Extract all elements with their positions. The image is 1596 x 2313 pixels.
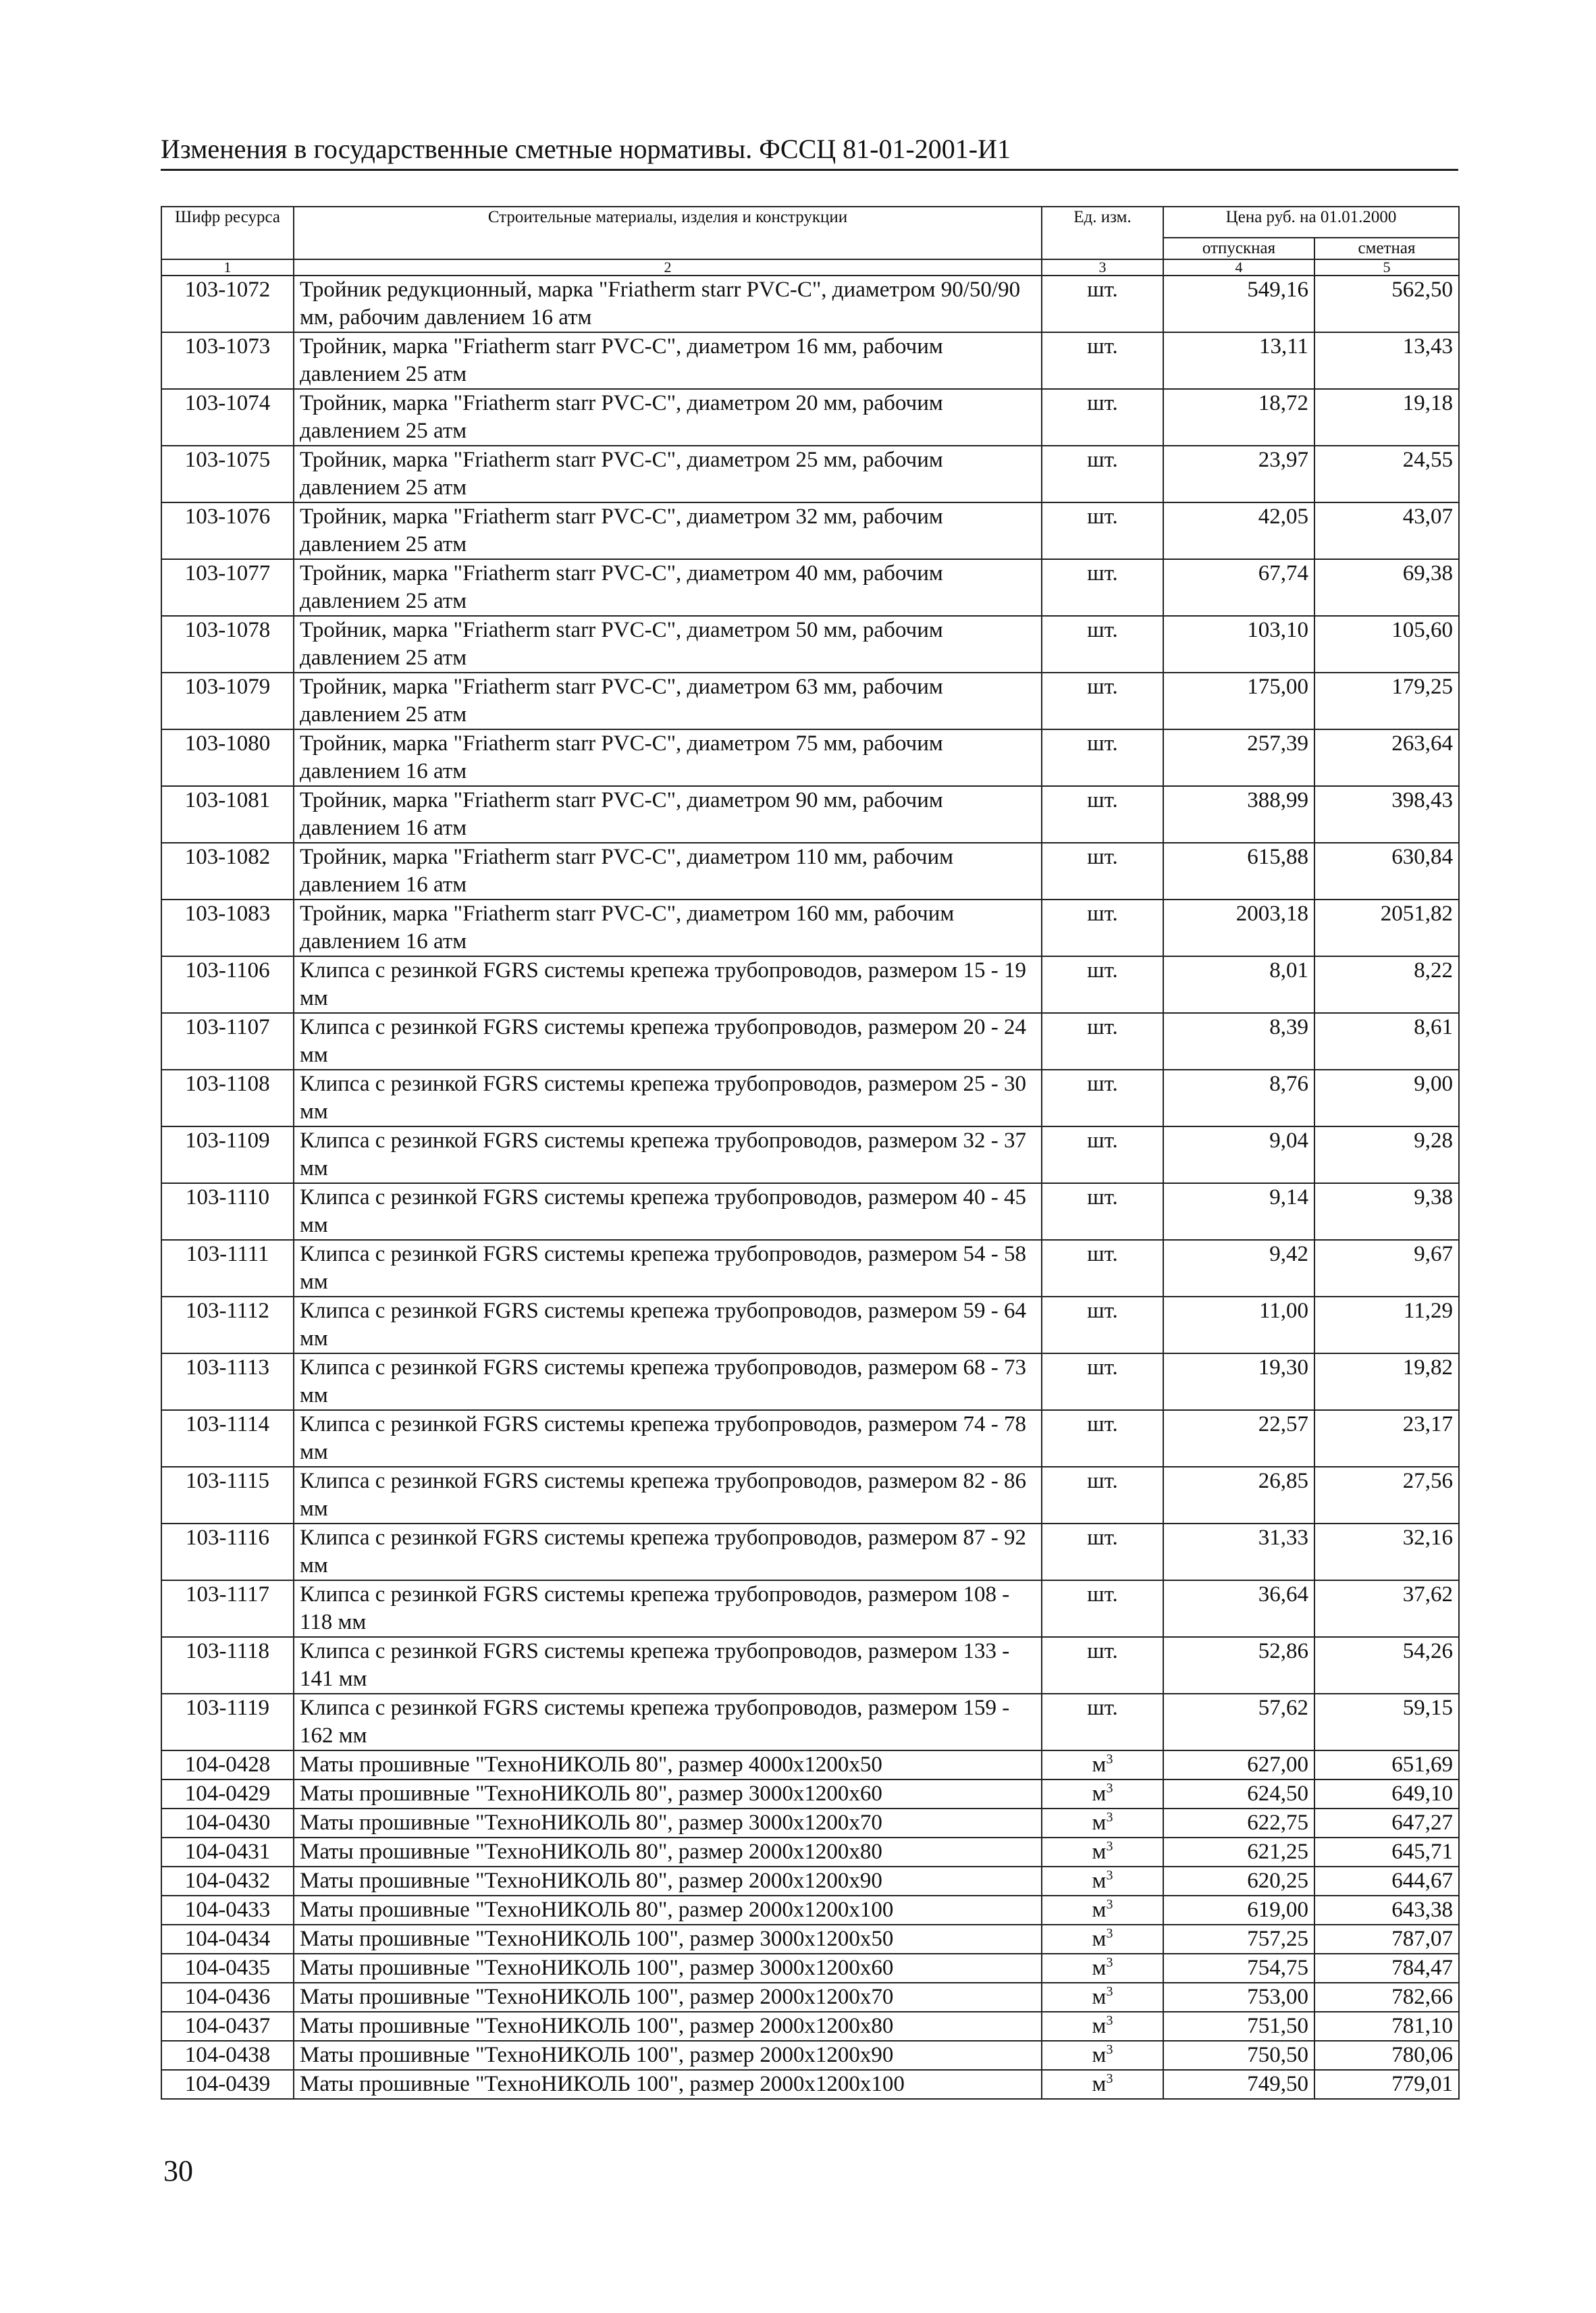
name-cell: Маты прошивные "ТехноНИКОЛЬ 80", размер 2000х1200х100 [294, 1896, 1042, 1925]
unit-cell: шт. [1042, 843, 1163, 900]
unit-cell: $м^3$ [1042, 1779, 1163, 1809]
name-cell: Маты прошивные "ТехноНИКОЛЬ 80", размер 2000х1200х80 [294, 1838, 1042, 1867]
unit-superscript: 3 [1106, 2013, 1113, 2028]
estimate-price-cell: 19,82 [1314, 1353, 1459, 1410]
release-price-cell: 620,25 [1163, 1867, 1314, 1896]
unit-superscript: 3 [1106, 1926, 1113, 1941]
release-price-cell: 18,72 [1163, 389, 1314, 446]
code-cell: 103-1076 [161, 502, 294, 559]
name-cell: Тройник, марка "Friatherm starr PVC-C", диаметром 16 мм, рабочим давлением 25 атм [294, 332, 1042, 389]
unit-cell: шт. [1042, 900, 1163, 956]
unit-superscript: 3 [1106, 2071, 1113, 2086]
code-cell: 103-1077 [161, 559, 294, 616]
estimate-price-cell: 37,62 [1314, 1580, 1459, 1637]
unit-cell: шт. [1042, 1070, 1163, 1126]
unit-cell: шт. [1042, 1240, 1163, 1297]
unit-cell: $м^3$ [1042, 2070, 1163, 2099]
release-price-cell: 757,25 [1163, 1925, 1314, 1954]
code-cell: 104-0430 [161, 1809, 294, 1838]
unit-cell: шт. [1042, 502, 1163, 559]
name-cell: Маты прошивные "ТехноНИКОЛЬ 100", размер 3000х1200х60 [294, 1954, 1042, 1983]
table-row [161, 1896, 1459, 1925]
estimate-price-cell: 630,84 [1314, 843, 1459, 900]
release-price-cell: 549,16 [1163, 276, 1314, 332]
name-cell: Клипса с резинкой FGRS системы крепежа трубопроводов, размером 82 - 86 мм [294, 1467, 1042, 1524]
unit-cell: шт. [1042, 729, 1163, 786]
table-row [161, 673, 1459, 729]
release-price-cell: 26,85 [1163, 1467, 1314, 1524]
table-row [161, 1126, 1459, 1183]
table-row [161, 1954, 1459, 1983]
unit-superscript: 3 [1106, 1839, 1113, 1854]
name-cell: Маты прошивные "ТехноНИКОЛЬ 80", размер 3000х1200х70 [294, 1809, 1042, 1838]
estimate-price-cell: 562,50 [1314, 276, 1459, 332]
price-table [161, 206, 1460, 2100]
release-price-cell: 627,00 [1163, 1750, 1314, 1779]
column-number: 4 [1163, 259, 1314, 276]
name-cell: Тройник, марка "Friatherm starr PVC-C", диаметром 75 мм, рабочим давлением 16 атм [294, 729, 1042, 786]
release-price-cell: 621,25 [1163, 1838, 1314, 1867]
table-row [161, 729, 1459, 786]
unit-cell: шт. [1042, 446, 1163, 502]
table-row [161, 1694, 1459, 1750]
name-cell: Клипса с резинкой FGRS системы крепежа трубопроводов, размером 15 - 19 мм [294, 956, 1042, 1013]
unit-cell: шт. [1042, 956, 1163, 1013]
name-cell: Маты прошивные "ТехноНИКОЛЬ 100", размер 3000х1200х50 [294, 1925, 1042, 1954]
estimate-price-cell: 651,69 [1314, 1750, 1459, 1779]
code-cell: 103-1083 [161, 900, 294, 956]
name-cell: Клипса с резинкой FGRS системы крепежа трубопроводов, размером 87 - 92 мм [294, 1524, 1042, 1580]
estimate-price-cell: 9,38 [1314, 1183, 1459, 1240]
release-price-cell: 751,50 [1163, 2012, 1314, 2041]
estimate-price-cell: 649,10 [1314, 1779, 1459, 1809]
table-row [161, 1183, 1459, 1240]
code-cell: 103-1082 [161, 843, 294, 900]
estimate-price-cell: 782,66 [1314, 1983, 1459, 2012]
unit-cell: шт. [1042, 616, 1163, 673]
code-cell: 103-1073 [161, 332, 294, 389]
estimate-price-cell: 69,38 [1314, 559, 1459, 616]
estimate-price-cell: 27,56 [1314, 1467, 1459, 1524]
estimate-price-cell: 32,16 [1314, 1524, 1459, 1580]
column-header-name: Строительные материалы, изделия и конструкции [294, 207, 1042, 259]
code-cell: 103-1109 [161, 1126, 294, 1183]
code-cell: 103-1110 [161, 1183, 294, 1240]
code-cell: 103-1112 [161, 1297, 294, 1353]
table-row [161, 1983, 1459, 2012]
table-row [161, 446, 1459, 502]
name-cell: Тройник, марка "Friatherm starr PVC-C", диаметром 20 мм, рабочим давлением 25 атм [294, 389, 1042, 446]
code-cell: 103-1113 [161, 1353, 294, 1410]
unit-cell: шт. [1042, 1353, 1163, 1410]
table-row [161, 1580, 1459, 1637]
column-header-price: Цена руб. на 01.01.2000 [1163, 207, 1459, 238]
name-cell: Клипса с резинкой FGRS системы крепежа трубопроводов, размером 20 - 24 мм [294, 1013, 1042, 1070]
code-cell: 103-1106 [161, 956, 294, 1013]
estimate-price-cell: 644,67 [1314, 1867, 1459, 1896]
release-price-cell: 19,30 [1163, 1353, 1314, 1410]
name-cell: Маты прошивные "ТехноНИКОЛЬ 80", размер 4000х1200х50 [294, 1750, 1042, 1779]
code-cell: 103-1078 [161, 616, 294, 673]
name-cell: Тройник, марка "Friatherm starr PVC-C", диаметром 25 мм, рабочим давлением 25 атм [294, 446, 1042, 502]
estimate-price-cell: 24,55 [1314, 446, 1459, 502]
code-cell: 104-0436 [161, 1983, 294, 2012]
estimate-price-cell: 398,43 [1314, 786, 1459, 843]
estimate-price-cell: 43,07 [1314, 502, 1459, 559]
release-price-cell: 8,39 [1163, 1013, 1314, 1070]
page-header: Изменения в государственные сметные нормативы. ФССЦ 81-01-2001-И1 [161, 132, 1458, 171]
code-cell: 103-1107 [161, 1013, 294, 1070]
code-cell: 104-0437 [161, 2012, 294, 2041]
estimate-price-cell: 105,60 [1314, 616, 1459, 673]
release-price-cell: 57,62 [1163, 1694, 1314, 1750]
table-row [161, 1925, 1459, 1954]
table-row [161, 1838, 1459, 1867]
unit-cell: $м^3$ [1042, 1867, 1163, 1896]
unit-cell: шт. [1042, 1580, 1163, 1637]
name-cell: Тройник, марка "Friatherm starr PVC-C", диаметром 63 мм, рабочим давлением 25 атм [294, 673, 1042, 729]
code-cell: 103-1075 [161, 446, 294, 502]
code-cell: 103-1080 [161, 729, 294, 786]
table-row [161, 1070, 1459, 1126]
estimate-price-cell: 645,71 [1314, 1838, 1459, 1867]
table-row [161, 559, 1459, 616]
release-price-cell: 22,57 [1163, 1410, 1314, 1467]
page-number: 30 [163, 2154, 193, 2187]
table-body [161, 276, 1459, 2099]
estimate-price-cell: 9,67 [1314, 1240, 1459, 1297]
code-cell: 103-1119 [161, 1694, 294, 1750]
unit-cell: шт. [1042, 786, 1163, 843]
code-cell: 103-1115 [161, 1467, 294, 1524]
code-cell: 103-1074 [161, 389, 294, 446]
code-cell: 104-0434 [161, 1925, 294, 1954]
unit-superscript: 3 [1106, 1955, 1113, 1970]
unit-superscript: 3 [1106, 1868, 1113, 1883]
unit-cell: шт. [1042, 559, 1163, 616]
code-cell: 103-1114 [161, 1410, 294, 1467]
name-cell: Тройник, марка "Friatherm starr PVC-C", диаметром 90 мм, рабочим давлением 16 атм [294, 786, 1042, 843]
name-cell: Тройник, марка "Friatherm starr PVC-C", диаметром 50 мм, рабочим давлением 25 атм [294, 616, 1042, 673]
unit-cell: $м^3$ [1042, 2012, 1163, 2041]
estimate-price-cell: 781,10 [1314, 2012, 1459, 2041]
unit-cell: $м^3$ [1042, 1838, 1163, 1867]
estimate-price-cell: 263,64 [1314, 729, 1459, 786]
code-cell: 103-1117 [161, 1580, 294, 1637]
estimate-price-cell: 19,18 [1314, 389, 1459, 446]
table-row [161, 1867, 1459, 1896]
name-cell: Тройник, марка "Friatherm starr PVC-C", диаметром 160 мм, рабочим давлением 16 атм [294, 900, 1042, 956]
unit-cell: $м^3$ [1042, 2041, 1163, 2070]
column-header-release: отпускная [1163, 238, 1314, 259]
release-price-cell: 622,75 [1163, 1809, 1314, 1838]
code-cell: 104-0431 [161, 1838, 294, 1867]
estimate-price-cell: 8,61 [1314, 1013, 1459, 1070]
column-header-code: Шифр ресурса [161, 207, 294, 259]
table-row [161, 1297, 1459, 1353]
table-row [161, 2041, 1459, 2070]
release-price-cell: 2003,18 [1163, 900, 1314, 956]
table-row [161, 332, 1459, 389]
estimate-price-cell: 8,22 [1314, 956, 1459, 1013]
release-price-cell: 11,00 [1163, 1297, 1314, 1353]
table-row [161, 1750, 1459, 1779]
unit-cell: шт. [1042, 1637, 1163, 1694]
table-row [161, 1240, 1459, 1297]
unit-cell: $м^3$ [1042, 1750, 1163, 1779]
unit-superscript: 3 [1106, 1781, 1113, 1796]
table-row [161, 900, 1459, 956]
table-row [161, 843, 1459, 900]
release-price-cell: 624,50 [1163, 1779, 1314, 1809]
unit-superscript: 3 [1106, 1752, 1113, 1767]
unit-cell: $м^3$ [1042, 1983, 1163, 2012]
table-row [161, 1809, 1459, 1838]
estimate-price-cell: 2051,82 [1314, 900, 1459, 956]
unit-cell: $м^3$ [1042, 1809, 1163, 1838]
name-cell: Маты прошивные "ТехноНИКОЛЬ 100", размер 2000х1200х70 [294, 1983, 1042, 2012]
name-cell: Маты прошивные "ТехноНИКОЛЬ 100", размер 2000х1200х100 [294, 2070, 1042, 2099]
estimate-price-cell: 59,15 [1314, 1694, 1459, 1750]
estimate-price-cell: 784,47 [1314, 1954, 1459, 1983]
release-price-cell: 36,64 [1163, 1580, 1314, 1637]
unit-superscript: 3 [1106, 1810, 1113, 1825]
table-row [161, 1410, 1459, 1467]
column-number: 2 [294, 259, 1042, 276]
table-row [161, 1013, 1459, 1070]
name-cell: Тройник, марка "Friatherm starr PVC-C", диаметром 40 мм, рабочим давлением 25 атм [294, 559, 1042, 616]
release-price-cell: 175,00 [1163, 673, 1314, 729]
name-cell: Тройник, марка "Friatherm starr PVC-C", диаметром 110 мм, рабочим давлением 16 атм [294, 843, 1042, 900]
table-row [161, 786, 1459, 843]
code-cell: 104-0438 [161, 2041, 294, 2070]
column-header-unit: Ед. изм. [1042, 207, 1163, 259]
table-row [161, 616, 1459, 673]
code-cell: 104-0433 [161, 1896, 294, 1925]
code-cell: 103-1108 [161, 1070, 294, 1126]
estimate-price-cell: 54,26 [1314, 1637, 1459, 1694]
name-cell: Клипса с резинкой FGRS системы крепежа трубопроводов, размером 68 - 73 мм [294, 1353, 1042, 1410]
estimate-price-cell: 780,06 [1314, 2041, 1459, 2070]
release-price-cell: 31,33 [1163, 1524, 1314, 1580]
release-price-cell: 13,11 [1163, 332, 1314, 389]
release-price-cell: 8,01 [1163, 956, 1314, 1013]
unit-cell: шт. [1042, 332, 1163, 389]
release-price-cell: 619,00 [1163, 1896, 1314, 1925]
unit-cell: шт. [1042, 1183, 1163, 1240]
unit-superscript: 3 [1106, 1897, 1113, 1912]
name-cell: Маты прошивные "ТехноНИКОЛЬ 80", размер 2000х1200х90 [294, 1867, 1042, 1896]
estimate-price-cell: 779,01 [1314, 2070, 1459, 2099]
unit-cell: шт. [1042, 276, 1163, 332]
table-row [161, 502, 1459, 559]
unit-cell: шт. [1042, 1297, 1163, 1353]
table-row [161, 1524, 1459, 1580]
unit-superscript: 3 [1106, 2042, 1113, 2057]
unit-cell: $м^3$ [1042, 1925, 1163, 1954]
unit-cell: шт. [1042, 1694, 1163, 1750]
name-cell: Клипса с резинкой FGRS системы крепежа трубопроводов, размером 133 - 141 мм [294, 1637, 1042, 1694]
column-header-estimate: сметная [1314, 238, 1459, 259]
name-cell: Клипса с резинкой FGRS системы крепежа трубопроводов, размером 25 - 30 мм [294, 1070, 1042, 1126]
release-price-cell: 9,04 [1163, 1126, 1314, 1183]
release-price-cell: 8,76 [1163, 1070, 1314, 1126]
unit-cell: шт. [1042, 1467, 1163, 1524]
estimate-price-cell: 9,00 [1314, 1070, 1459, 1126]
unit-superscript: 3 [1106, 1984, 1113, 1999]
estimate-price-cell: 179,25 [1314, 673, 1459, 729]
name-cell: Маты прошивные "ТехноНИКОЛЬ 100", размер 2000х1200х90 [294, 2041, 1042, 2070]
release-price-cell: 388,99 [1163, 786, 1314, 843]
table-row [161, 2012, 1459, 2041]
release-price-cell: 749,50 [1163, 2070, 1314, 2099]
code-cell: 103-1118 [161, 1637, 294, 1694]
estimate-price-cell: 13,43 [1314, 332, 1459, 389]
code-cell: 104-0435 [161, 1954, 294, 1983]
unit-cell: шт. [1042, 1524, 1163, 1580]
unit-cell: шт. [1042, 389, 1163, 446]
table-row [161, 1637, 1459, 1694]
release-price-cell: 9,14 [1163, 1183, 1314, 1240]
column-number: 5 [1314, 259, 1459, 276]
name-cell: Тройник, марка "Friatherm starr PVC-C", диаметром 32 мм, рабочим давлением 25 атм [294, 502, 1042, 559]
name-cell: Клипса с резинкой FGRS системы крепежа трубопроводов, размером 59 - 64 мм [294, 1297, 1042, 1353]
name-cell: Клипса с резинкой FGRS системы крепежа трубопроводов, размером 159 - 162 мм [294, 1694, 1042, 1750]
code-cell: 104-0429 [161, 1779, 294, 1809]
unit-cell: шт. [1042, 1013, 1163, 1070]
table-row [161, 276, 1459, 332]
estimate-price-cell: 9,28 [1314, 1126, 1459, 1183]
table-row [161, 956, 1459, 1013]
name-cell: Клипса с резинкой FGRS системы крепежа трубопроводов, размером 54 - 58 мм [294, 1240, 1042, 1297]
unit-cell: шт. [1042, 1410, 1163, 1467]
column-number: 3 [1042, 259, 1163, 276]
unit-cell: $м^3$ [1042, 1954, 1163, 1983]
release-price-cell: 615,88 [1163, 843, 1314, 900]
release-price-cell: 52,86 [1163, 1637, 1314, 1694]
column-number: 1 [161, 259, 294, 276]
code-cell: 104-0428 [161, 1750, 294, 1779]
code-cell: 103-1072 [161, 276, 294, 332]
name-cell: Клипса с резинкой FGRS системы крепежа трубопроводов, размером 74 - 78 мм [294, 1410, 1042, 1467]
code-cell: 104-0432 [161, 1867, 294, 1896]
estimate-price-cell: 11,29 [1314, 1297, 1459, 1353]
name-cell: Маты прошивные "ТехноНИКОЛЬ 100", размер 2000х1200х80 [294, 2012, 1042, 2041]
release-price-cell: 67,74 [1163, 559, 1314, 616]
release-price-cell: 754,75 [1163, 1954, 1314, 1983]
table-row [161, 389, 1459, 446]
code-cell: 103-1079 [161, 673, 294, 729]
release-price-cell: 753,00 [1163, 1983, 1314, 2012]
table-row [161, 2070, 1459, 2099]
code-cell: 104-0439 [161, 2070, 294, 2099]
code-cell: 103-1081 [161, 786, 294, 843]
release-price-cell: 9,42 [1163, 1240, 1314, 1297]
unit-cell: шт. [1042, 673, 1163, 729]
estimate-price-cell: 23,17 [1314, 1410, 1459, 1467]
release-price-cell: 257,39 [1163, 729, 1314, 786]
code-cell: 103-1116 [161, 1524, 294, 1580]
name-cell: Клипса с резинкой FGRS системы крепежа трубопроводов, размером 108 - 118 мм [294, 1580, 1042, 1637]
name-cell: Клипса с резинкой FGRS системы крепежа трубопроводов, размером 32 - 37 мм [294, 1126, 1042, 1183]
release-price-cell: 42,05 [1163, 502, 1314, 559]
estimate-price-cell: 647,27 [1314, 1809, 1459, 1838]
name-cell: Маты прошивные "ТехноНИКОЛЬ 80", размер 3000х1200х60 [294, 1779, 1042, 1809]
unit-cell: шт. [1042, 1126, 1163, 1183]
estimate-price-cell: 787,07 [1314, 1925, 1459, 1954]
table-row [161, 1353, 1459, 1410]
unit-cell: $м^3$ [1042, 1896, 1163, 1925]
table-row [161, 1467, 1459, 1524]
table-row [161, 1779, 1459, 1809]
release-price-cell: 103,10 [1163, 616, 1314, 673]
estimate-price-cell: 643,38 [1314, 1896, 1459, 1925]
release-price-cell: 750,50 [1163, 2041, 1314, 2070]
name-cell: Тройник редукционный, марка "Friatherm starr PVC-C", диаметром 90/50/90 мм, рабочим давлением 16 атм [294, 276, 1042, 332]
release-price-cell: 23,97 [1163, 446, 1314, 502]
code-cell: 103-1111 [161, 1240, 294, 1297]
name-cell: Клипса с резинкой FGRS системы крепежа трубопроводов, размером 40 - 45 мм [294, 1183, 1042, 1240]
